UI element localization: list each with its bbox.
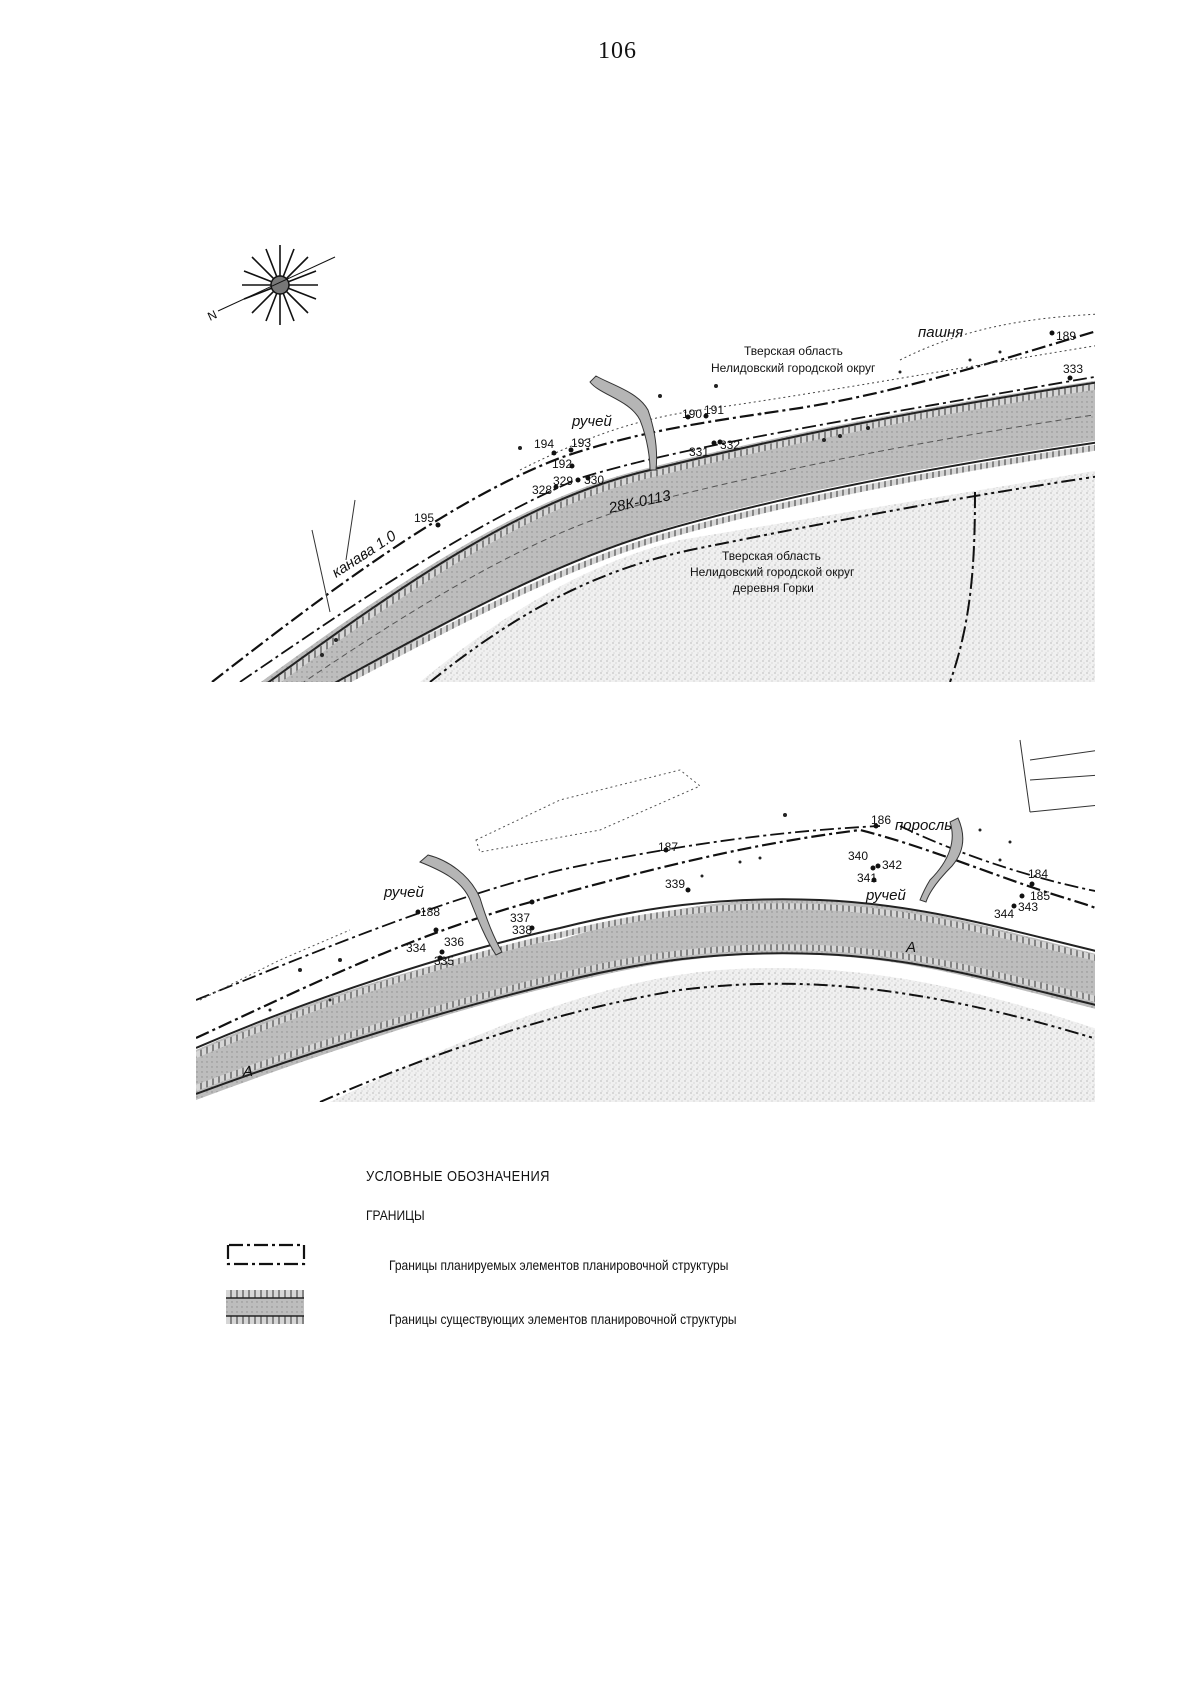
point-330: 330 [584, 473, 605, 487]
point-192: 192 [552, 457, 573, 471]
growth-label: поросль [895, 817, 953, 834]
svg-text:N: N [205, 307, 220, 324]
point-335: 335 [434, 954, 455, 968]
point-329: 329 [553, 474, 574, 488]
point-194: 194 [534, 437, 555, 451]
point-185: 185 [1030, 889, 1051, 903]
page-number: 106 [598, 38, 637, 64]
legend-item-planned [226, 1251, 986, 1291]
legend-title: УСЛОВНЫЕ ОБОЗНАЧЕНИЯ [366, 1168, 550, 1185]
point-188: 188 [420, 905, 441, 919]
point-336: 336 [444, 935, 465, 949]
point-186: 186 [871, 813, 892, 827]
legend-group-heading: ГРАНИЦЫ [366, 1207, 425, 1223]
region-south-line2: Нелидовский городской округ [690, 565, 855, 579]
region-south-line1: Тверская область [722, 549, 821, 563]
point-334: 334 [406, 941, 427, 955]
legend-label-planned: Границы планируемых элементов планировочной структуры [389, 1257, 729, 1273]
point-338: 338 [512, 923, 533, 937]
road-label: 28К-0113 [607, 487, 673, 517]
point-193: 193 [571, 436, 592, 450]
point-190: 190 [682, 407, 703, 421]
point-195: 195 [414, 511, 435, 525]
point-191: 191 [704, 403, 725, 417]
point-189: 189 [1056, 329, 1077, 343]
point-184: 184 [1028, 867, 1049, 881]
stream-label-right: ручей [866, 887, 906, 904]
point-341: 341 [857, 871, 878, 885]
point-333: 333 [1063, 362, 1084, 376]
legend-label-existing: Границы существующих элементов планировочной структуры [389, 1311, 737, 1327]
point-343: 343 [1018, 900, 1039, 914]
region-north-line1: Тверская область [744, 344, 843, 358]
compass-rose-icon [205, 245, 335, 325]
zone-label-left: А [243, 1063, 254, 1080]
point-331: 331 [689, 445, 710, 459]
stream-label-top: ручей [572, 413, 612, 430]
field-label: пашня [918, 324, 964, 341]
point-332: 332 [720, 438, 741, 452]
point-337: 337 [510, 911, 531, 925]
zone-label-right: А [906, 939, 917, 956]
point-187: 187 [658, 840, 679, 854]
point-342: 342 [882, 858, 903, 872]
point-328: 328 [532, 483, 553, 497]
bottom-map [196, 740, 1100, 1102]
point-340: 340 [848, 849, 869, 863]
legend-item-existing [226, 1305, 986, 1345]
point-344: 344 [994, 907, 1015, 921]
region-south-line3: деревня Горки [733, 581, 814, 595]
point-339: 339 [665, 877, 686, 891]
ditch-label: канава 1.0 [328, 527, 400, 582]
stream-label-left: ручей [384, 884, 424, 901]
region-north-line2: Нелидовский городской округ [711, 361, 876, 375]
